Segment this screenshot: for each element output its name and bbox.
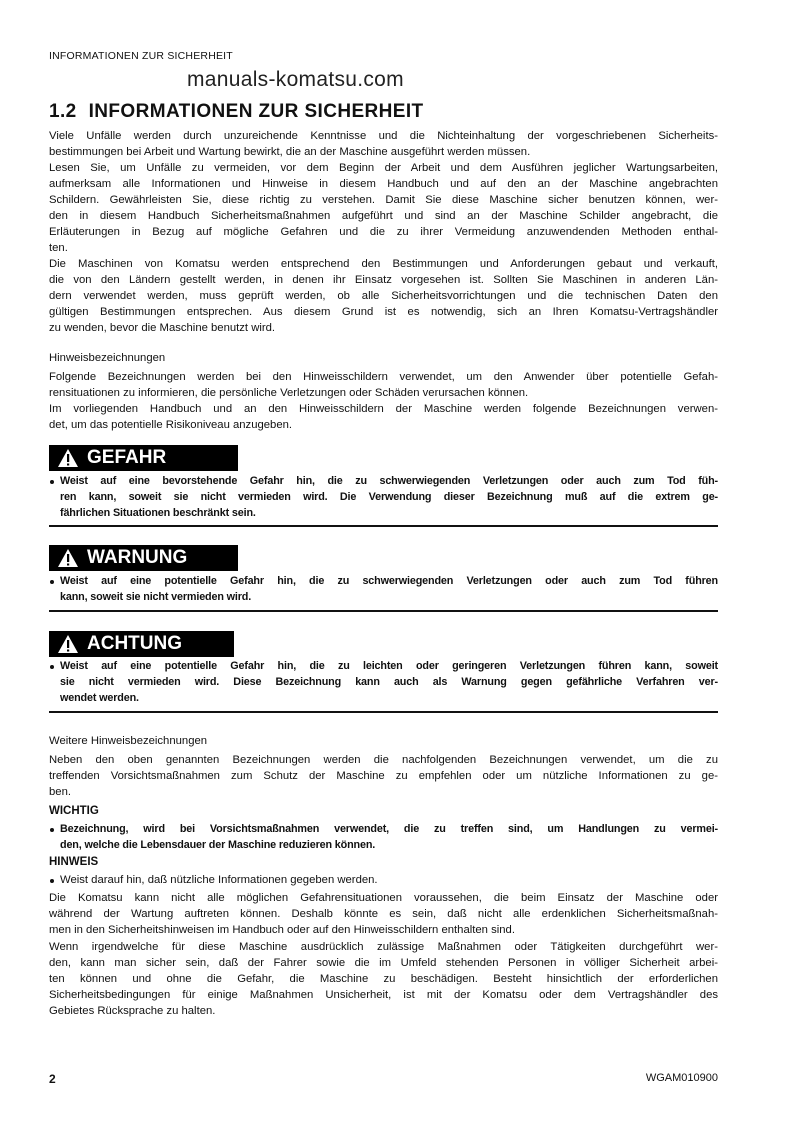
further-heading: Weitere Hinweisbezeichnungen	[49, 735, 208, 747]
achtung-sign	[49, 631, 234, 657]
text-line: treffenden Vorsichtsmaßnahmen zum Schutz der Maschine zu empfehlen oder um nützliche Informationen zu ge-	[49, 770, 718, 782]
text-line: kann, soweit sie nicht vermieden wird.	[60, 591, 252, 603]
text-line: Wenn irgendwelche für diese Maschine ausdrücklich zulässige Maßnahmen oder Tätigkeiten durchgeführt wer-	[49, 941, 718, 953]
divider	[49, 525, 718, 527]
page-number: 2	[49, 1072, 56, 1086]
warnung-sign	[49, 545, 238, 571]
closing-paragraph-1	[49, 890, 718, 938]
text-line: den, welche die Lebensdauer der Maschine reduzieren können.	[60, 839, 376, 851]
text-line: ten.	[49, 242, 68, 254]
text-line: Die Maschinen von Komatsu werden entsprechend den Bestimmungen und Anforderungen gebaut und verkauft,	[49, 258, 718, 270]
text-line: Lesen Sie, um Unfälle zu vermeiden, vor dem Beginn der Arbeit und dem Ausführen jeglicher Wartungsarbeiten,	[49, 162, 718, 174]
intro-paragraph-2	[49, 160, 718, 256]
signal-words-heading: Hinweisbezeichnungen	[49, 352, 166, 364]
warning-triangle-icon	[57, 548, 79, 568]
text-line: det, um das potentielle Risikoniveau anzugeben.	[49, 419, 293, 431]
text-line: die von den Ländern gestellt werden, in denen ihr Einsatz vorgesehen ist. Sollten Sie Maschinen in anderen Län-	[49, 274, 718, 286]
warning-triangle-icon	[57, 634, 79, 654]
text-line: bestimmungen bei Arbeit und Wartung bewirkt, die an der Maschine ausgeführt werden müssen.	[49, 146, 531, 158]
divider	[49, 610, 718, 612]
text-line: wendet werden.	[60, 692, 139, 704]
intro-paragraph-3	[49, 256, 718, 336]
signal-words-paragraph-1	[49, 369, 718, 401]
watermark: manuals-komatsu.com	[187, 68, 404, 91]
hinweis-text	[49, 872, 718, 888]
warnung-label: WARNUNG	[87, 547, 188, 568]
text-line: rensituationen zu informieren, die persönliche Verletzungen oder Schäden verursachen können.	[49, 387, 529, 399]
text-line: Erläuterungen in Bezug auf mögliche Gefahren und die zu ihrer Vermeidung anzuwendenden Methoden enthal-	[49, 226, 718, 238]
text-line: gültigen Bestimmungen entsprechen. Aus diesem Grund ist es notwendig, sich an Ihren Komatsu-Vertragshändler	[49, 306, 718, 318]
text-line: dern verwendet werden, muss geprüft werden, ob alle Sicherheitsvorrichtungen und die technischen Daten den	[49, 290, 718, 302]
section-number: 1.2	[49, 101, 77, 122]
text-line: fährlichen Situationen beschränkt sein.	[60, 507, 256, 519]
text-line: Bezeichnung, wird bei Vorsichtsmaßnahmen verwendet, die zu treffen sind, um Handlungen zu vermei-	[49, 821, 718, 837]
achtung-text	[49, 658, 718, 706]
warnung-text	[49, 573, 718, 605]
document-code: WGAM010900	[645, 1072, 718, 1084]
gefahr-sign	[49, 445, 238, 471]
text-line: sie nicht vermieden wird. Diese Bezeichnung kann auch als Warnung gegen gefährliche Verfahren ver-	[60, 676, 718, 688]
text-line: Viele Unfälle werden durch unzureichende Kenntnisse und die Nichteinhaltung der vorgeschriebenen Sicherheits-	[49, 130, 718, 142]
text-line: den in diesem Handbuch Sicherheitsmaßnahmen aufgeführt und sind an der Maschine Schilder angebracht, die	[49, 210, 718, 222]
page-title	[49, 101, 718, 123]
text-line: während der Wartung auftreten können. Deshalb könnte es sein, daß nicht alle erdenklichen Sicherheitsmaßnah-	[49, 908, 718, 920]
text-line: Weist auf eine potentielle Gefahr hin, die zu leichten oder geringeren Verletzungen führen kann, soweit	[49, 658, 718, 674]
gefahr-label: GEFAHR	[87, 447, 167, 468]
text-line: Weist auf eine potentielle Gefahr hin, die zu schwerwiegenden Verletzungen oder auch zum Tod führen	[49, 573, 718, 589]
achtung-label: ACHTUNG	[87, 633, 182, 654]
text-line: Schildern. Gewährleisten Sie, diese richtig zu verstehen. Damit Sie diese Maschine sicher benutzen können, wer-	[49, 194, 718, 206]
text-line: Die Komatsu kann nicht alle möglichen Gefahrensituationen voraussehen, die beim Einsatz der Maschine oder	[49, 892, 718, 904]
text-line: Neben den oben genannten Bezeichnungen werden die nachfolgenden Bezeichnungen verwendet, um die zu	[49, 754, 718, 766]
text-line: Folgende Bezeichnungen werden bei den Hinweisschildern verwendet, um den Anwender über potentielle Gefah-	[49, 371, 718, 383]
closing-paragraph-2	[49, 939, 718, 1019]
text-line: Weist darauf hin, daß nützliche Informationen gegeben werden.	[49, 872, 718, 888]
text-line: Sicherheitsbedingungen für einige Maßnahmen Unsicherheit, ist mit der Komatsu oder dem Vertragshändler des	[49, 989, 718, 1001]
warning-triangle-icon	[57, 448, 79, 468]
wichtig-label: WICHTIG	[49, 805, 99, 817]
further-paragraph	[49, 752, 718, 800]
section-title: INFORMATIONEN ZUR SICHERHEIT	[88, 101, 424, 122]
text-line: ten können und ohne die Gefahr, die Maschine zu beschädigen. Besteht hinsichtlich der erforderlichen	[49, 973, 718, 985]
text-line: Gebietes Rücksprache zu halten.	[49, 1005, 216, 1017]
intro-paragraph-1	[49, 128, 718, 160]
gefahr-text	[49, 473, 718, 521]
text-line: aufmerksam alle Informationen und Hinweise in diesem Handbuch und auf den an der Maschine angebrachten	[49, 178, 718, 190]
wichtig-text	[49, 821, 718, 853]
hinweis-label: HINWEIS	[49, 856, 99, 868]
running-header: INFORMATIONEN ZUR SICHERHEIT	[49, 50, 233, 62]
text-line: men in den Sicherheitshinweisen im Handbuch oder auf den Hinweisschildern enthalten sind.	[49, 924, 515, 936]
text-line: zu wenden, bevor die Maschine benutzt wird.	[49, 322, 276, 334]
text-line: ben.	[49, 786, 71, 798]
text-line: Weist auf eine bevorstehende Gefahr hin, die zu schwerwiegenden Verletzungen oder auch zum Tod füh-	[49, 473, 718, 489]
signal-words-paragraph-2	[49, 401, 718, 433]
text-line: Im vorliegenden Handbuch und an den Hinweisschildern der Maschine werden folgende Bezeichnungen verwen-	[49, 403, 718, 415]
text-line: ren kann, soweit sie nicht vermieden wird. Die Verwendung dieser Bezeichnung muß auf die extrem ge-	[60, 491, 718, 503]
text-line: den, kann man sicher sein, daß der Fahrer sowie die im Umfeld stehenden Personen in völliger Sicherheit arbei-	[49, 957, 718, 969]
divider	[49, 711, 718, 713]
